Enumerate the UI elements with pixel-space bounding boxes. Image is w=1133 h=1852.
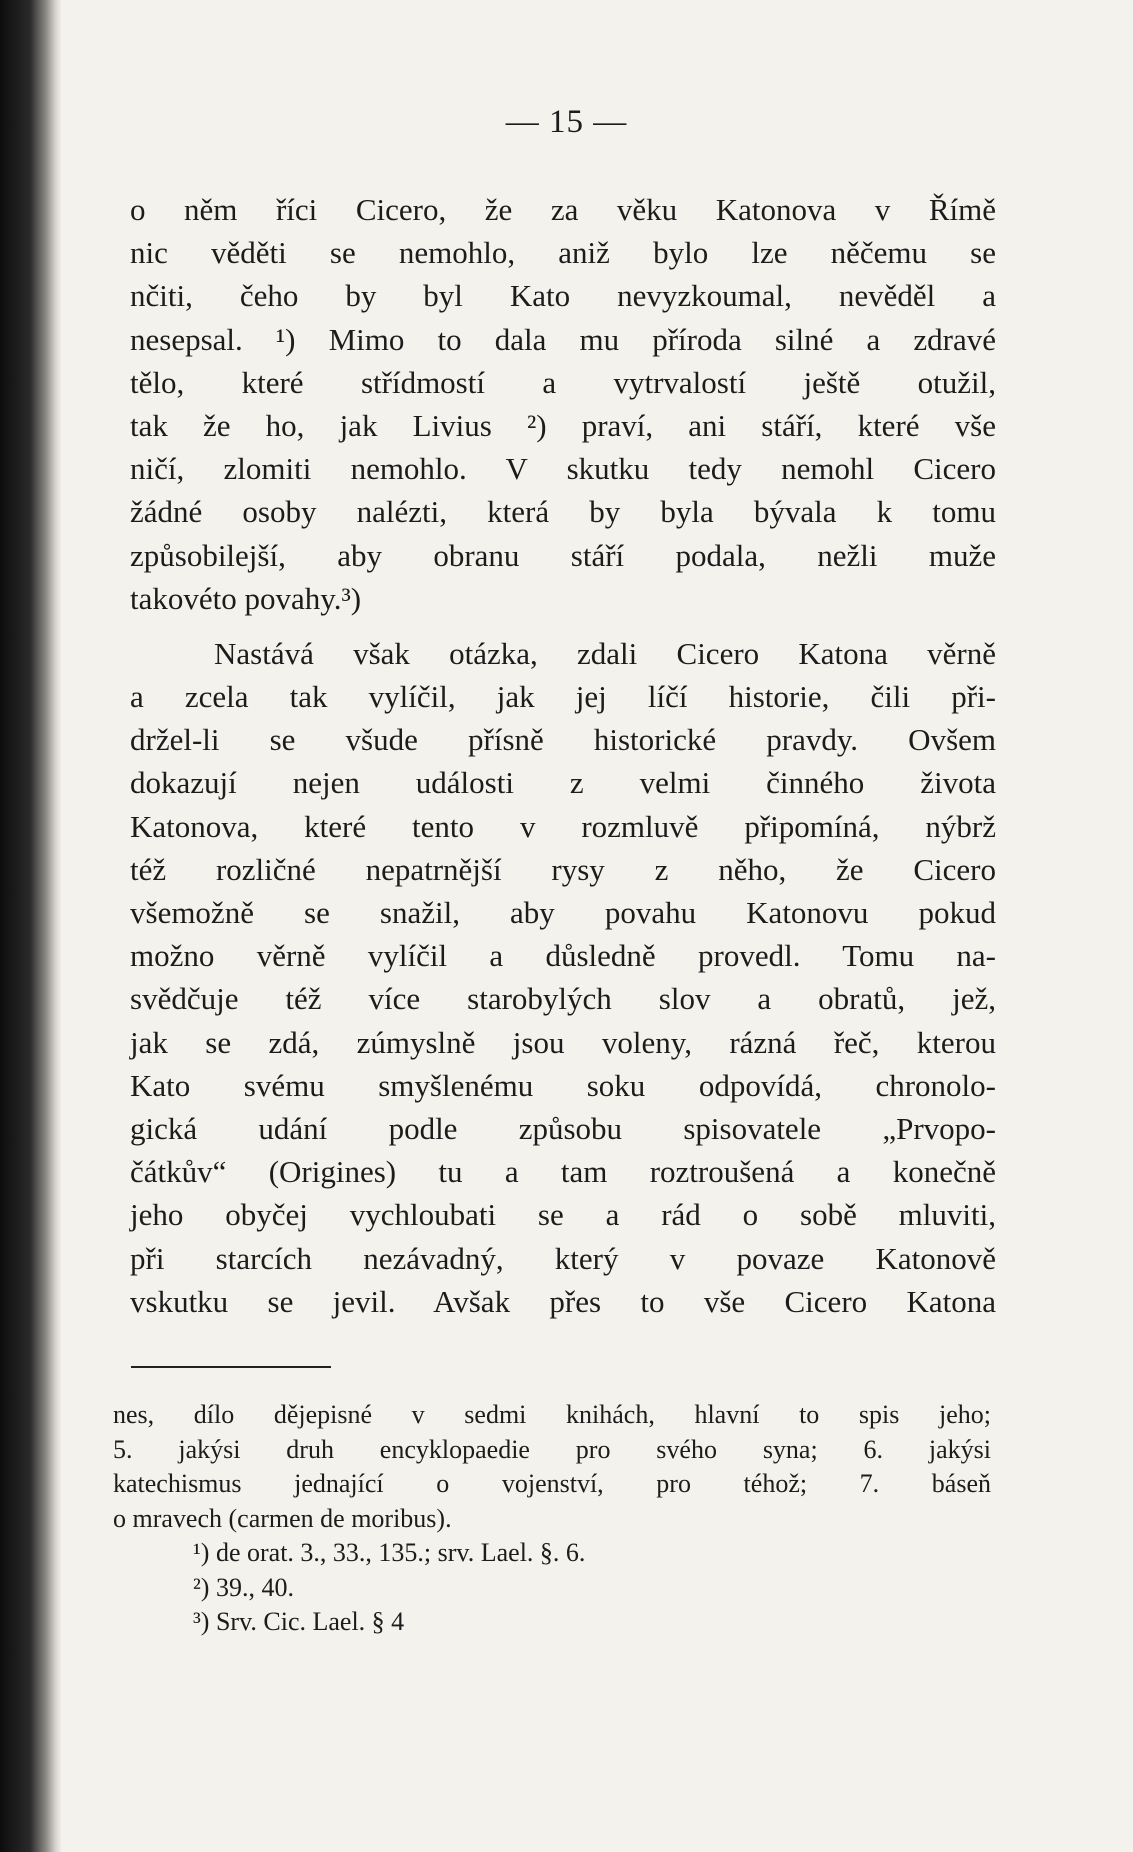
body-line: jeho obyčej vychloubati se a rád o sobě mluviti,: [130, 1197, 996, 1233]
body-line: žádné osoby nalézti, která by byla bývala k tomu: [130, 494, 996, 530]
body-line: ničí, zlomiti nemohlo. V skutku tedy nemohl Cicero: [130, 451, 996, 487]
body-line: též rozličné nepatrnější rysy z něho, že Cicero: [130, 851, 996, 887]
body-text: [130, 188, 996, 1323]
footnote-reference: ¹) de orat. 3., 33., 135.; srv. Lael. §. 6.: [193, 1538, 586, 1567]
footnote-divider: [131, 1366, 331, 1368]
body-line: Katonova, které tento v rozmluvě připomíná, nýbrž: [130, 808, 996, 844]
body-line: nic věděti se nemohlo, aniž bylo lze něčemu se: [130, 235, 996, 271]
body-line: držel-li se všude přísně historické pravdy. Ovšem: [130, 722, 996, 758]
body-line: gická udání podle způsobu spisovatele „Prvopo-: [130, 1110, 996, 1146]
footnotes: [113, 1398, 991, 1640]
body-line: čátkův“ (Origines) tu a tam roztroušená a konečně: [130, 1154, 996, 1190]
footnote-line: katechismus jednající o vojenství, pro téhož; 7. báseň: [113, 1469, 991, 1498]
body-line: Kato svému smyšlenému soku odpovídá, chronolo-: [130, 1067, 996, 1103]
body-line: nčiti, čeho by byl Kato nevyzkoumal, nevěděl a: [130, 278, 996, 314]
body-line: takovéto povahy.³): [130, 580, 362, 616]
footnote-line: nes, dílo dějepisné v sedmi knihách, hlavní to spis jeho;: [113, 1400, 991, 1429]
body-line: nesepsal. ¹) Mimo to dala mu příroda silné a zdravé: [130, 321, 996, 357]
body-line: a zcela tak vylíčil, jak jej líčí historie, čili při-: [130, 679, 996, 715]
page-binding-edge: [0, 0, 62, 1852]
page-number: — 15 —: [505, 104, 628, 140]
body-line: vskutku se jevil. Avšak přes to vše Cicero Katona: [130, 1283, 996, 1319]
footnote-line: 5. jakýsi druh encyklopaedie pro svého syna; 6. jakýsi: [113, 1434, 991, 1464]
body-line: jak se zdá, zúmyslně jsou voleny, rázná řeč, kterou: [130, 1024, 996, 1060]
body-line: o něm říci Cicero, že za věku Katonova v Římě: [130, 192, 996, 227]
body-line: tak že ho, jak Livius ²) praví, ani stáří, které vše: [130, 407, 996, 443]
body-line: dokazují nejen události z velmi činného života: [130, 765, 996, 801]
body-line: tělo, které střídmostí a vytrvalostí ještě otužil,: [130, 364, 996, 400]
body-line: při starcích nezávadný, který v povaze Katonově: [130, 1240, 996, 1276]
body-line: způsobilejší, aby obranu stáří podala, nežli muže: [130, 537, 996, 573]
footnote-line: o mravech (carmen de moribus).: [113, 1503, 452, 1533]
body-line: možno věrně vylíčil a důsledně provedl. Tomu na-: [130, 938, 996, 974]
body-line: všemožně se snažil, aby povahu Katonovu pokud: [130, 895, 996, 930]
footnote-reference: ²) 39., 40.: [193, 1572, 294, 1602]
footnote-reference: ³) Srv. Cic. Lael. § 4: [193, 1607, 405, 1636]
body-line: Nastává však otázka, zdali Cicero Katona věrně: [214, 635, 996, 671]
body-line: svědčuje též více starobylých slov a obratů, jež,: [130, 981, 996, 1017]
